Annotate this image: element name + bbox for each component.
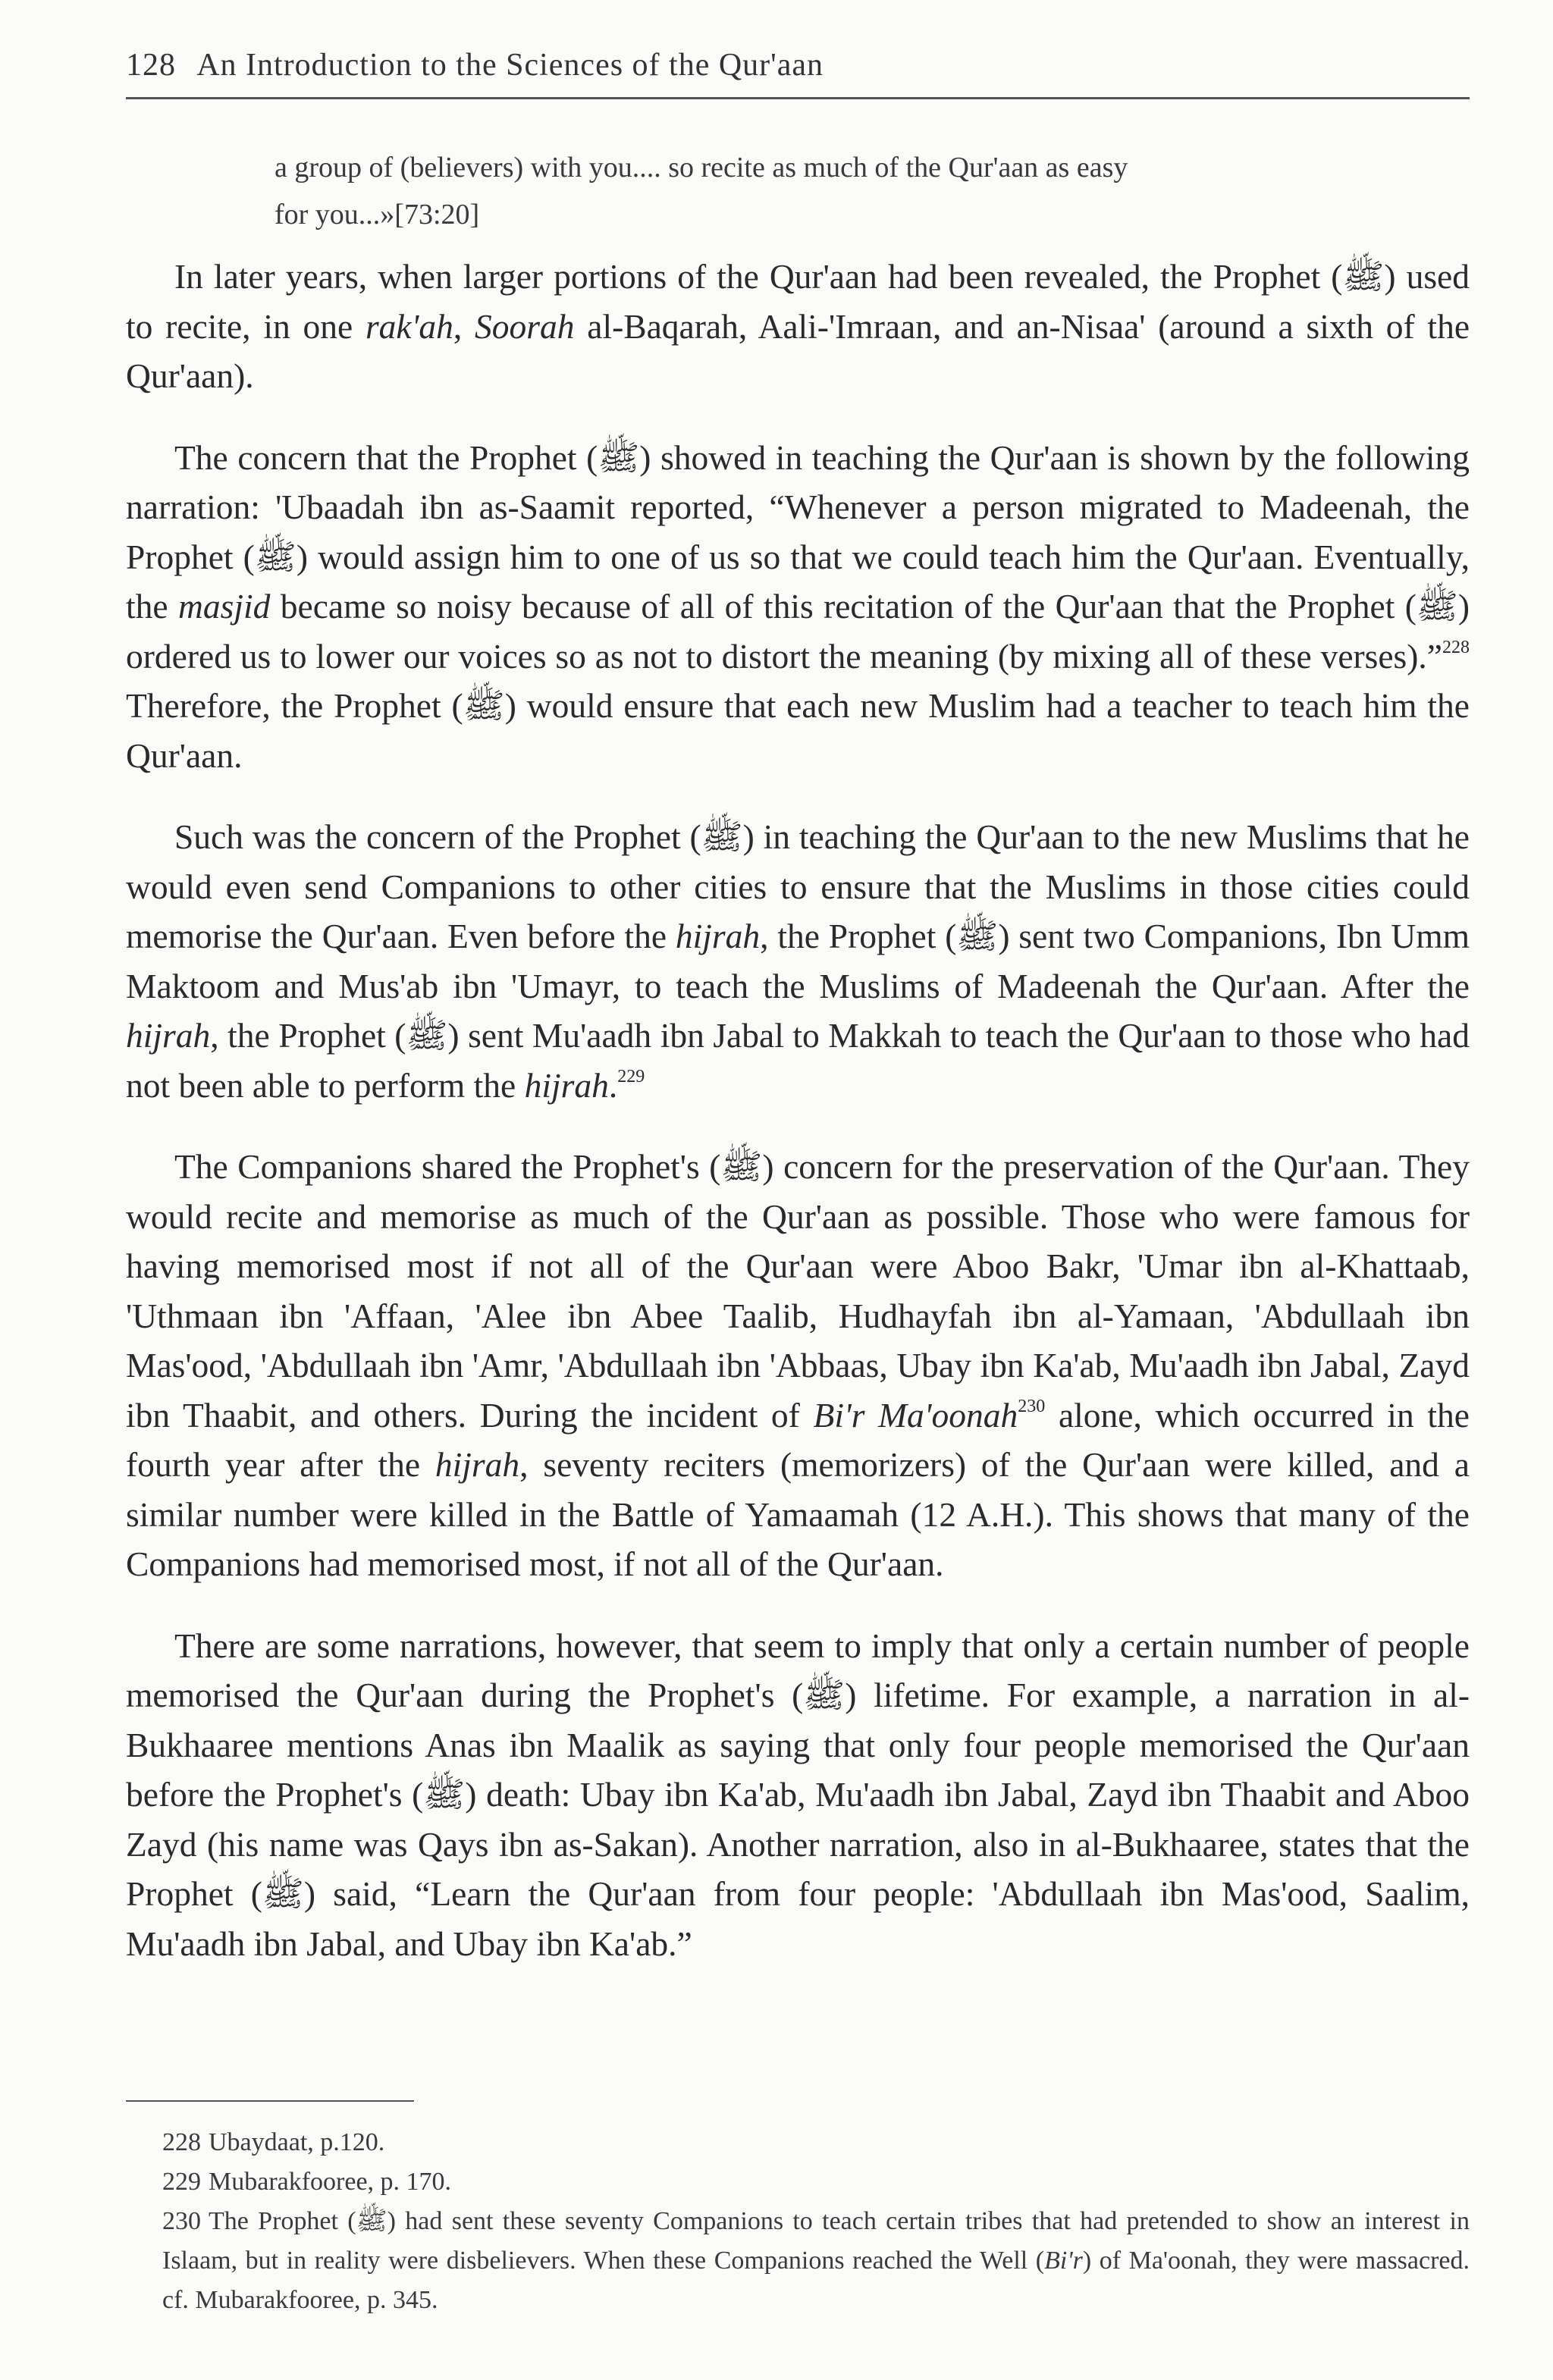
italic-term: hijrah [126, 1016, 211, 1055]
paragraph-2 [126, 433, 1470, 781]
footnotes [126, 2123, 1470, 2320]
italic-term: Soorah [475, 306, 575, 346]
footnote-text: The Prophet (ﷺ) had sent these seventy Companions to teach certain tribes that had pretended to show an interest in Islaam, but in reality were disbelievers. When these Companions reached the Well ( [162, 2207, 1470, 2275]
paragraph-1 [126, 252, 1470, 401]
header-rule [126, 97, 1470, 99]
italic-term: hijrah [435, 1445, 520, 1484]
footnote-number: 230 [162, 2207, 201, 2235]
text-run: alone, which occurred in the fourth year after the [126, 1395, 1470, 1484]
footnote-rule [126, 2100, 414, 2102]
paragraph-3 [126, 812, 1470, 1110]
footnote-229 [126, 2162, 1470, 2202]
italic-term: Bi'r [1044, 2247, 1083, 2275]
footnote-230 [126, 2202, 1470, 2320]
italic-term: Bi'r Ma'oonah [813, 1395, 1018, 1435]
italic-term: hijrah [675, 917, 761, 955]
footnote-text: ) of Ma'oonah, they were massacred. cf. Mubarakfooree, p. 345. [162, 2247, 1470, 2314]
text-run: , the Prophet (ﷺ) sent two Companions, Ibn Umm Maktoom and Mus'ab ibn 'Umayr, to teach the Muslims of Madeenah the Qur'aan. After the [126, 917, 1470, 1005]
running-head [126, 47, 1470, 83]
footnote-ref-228[interactable]: 228 [1442, 637, 1470, 657]
text-run: There are some narrations, however, that seem to imply that only a certain number of people memorised the Qur'aan during the Prophet's (ﷺ) lifetime. For example, a narration in al-Bukhaaree mentions Anas ibn Maalik as saying that only four people memorised the Qur'aan before the Prophet's (ﷺ) death: Ubay ibn Ka'ab, Mu'aadh ibn Jabal, Zayd ibn Thaabit and Aboo Zayd (his name was Qays ibn as-Sakan). Another narration, also in al-Bukhaaree, states that the Prophet (ﷺ) said, “Learn the Qur'aan from four people: 'Abdullaah ibn Mas'ood, Saalim, Mu'aadh ibn Jabal, and Ubay ibn Ka'ab.” [126, 1626, 1470, 1963]
quoted-verse [275, 144, 1442, 238]
book-title: An Introduction to the Sciences of the Qur'aan [196, 48, 824, 83]
footnote-228 [126, 2123, 1470, 2162]
footnote-ref-230[interactable]: 230 [1018, 1396, 1046, 1416]
quote-line-2: for you...»[73:20] [275, 199, 480, 230]
footnote-text: Ubaydaat, p.120. [209, 2128, 385, 2156]
footnote-text: Mubarakfooree, p. 170. [209, 2168, 452, 2196]
paragraph-4 [126, 1142, 1470, 1589]
text-run: . [608, 1065, 618, 1105]
body-text [126, 252, 1470, 2000]
italic-term: hijrah [524, 1065, 609, 1105]
footnote-number: 229 [162, 2168, 201, 2196]
text-run: The Companions shared the Prophet's (ﷺ) concern for the preservation of the Qur'aan. They would recite and memorise as much of the Qur'aan as possible. Those who were famous for having memorised most if not all of the Qur'aan were Aboo Bakr, 'Umar ibn al-Khattaab, 'Uthmaan ibn 'Affaan, 'Alee ibn Abee Taalib, Hudhayfah ibn al-Yamaan, 'Abdullaah ibn Mas'ood, 'Abdullaah ibn 'Amr, 'Abdullaah ibn 'Abbaas, Ubay ibn Ka'ab, Mu'aadh ibn Jabal, Zayd ibn Thaabit, and others. During the incident of [126, 1147, 1470, 1435]
quote-line-1: a group of (believers) with you.... so recite as much of the Qur'aan as easy [275, 152, 1128, 183]
italic-term: masjid [178, 587, 271, 626]
paragraph-5 [126, 1621, 1470, 1969]
text-run: In later years, when larger portions of the Qur'aan had been revealed, the Prophet (ﷺ) used to recite, in one [126, 257, 1470, 346]
text-run: The concern that the Prophet (ﷺ) showed in teaching the Qur'aan is shown by the following narration: 'Ubaadah ibn as-Saamit reported, “Whenever a person migrated to Madeenah, the Prophet (ﷺ) would assign him to one of us so that we could teach him the Qur'aan. Eventually, the [126, 437, 1470, 626]
page-number: 128 [126, 48, 176, 83]
text-run: became so noisy because of all of this recitation of the Qur'aan that the Prophet (ﷺ) ordered us to lower our voices so as not to distort the meaning (by mixing all of these verses).” [126, 587, 1470, 676]
text-run: , the Prophet (ﷺ) sent Mu'aadh ibn Jabal to Makkah to teach the Qur'aan to those who had not been able to perform the [126, 1016, 1470, 1105]
italic-term: rak'ah [365, 306, 453, 346]
footnote-number: 228 [162, 2128, 201, 2156]
text-run: al-Baqarah, Aali-'Imraan, and an-Nisaa' (around a sixth of the Qur'aan). [126, 306, 1470, 395]
text-run: Such was the concern of the Prophet (ﷺ) in teaching the Qur'aan to the new Muslims that he would even send Companions to other cities to ensure that the Muslims in those cities could memorise the Qur'aan. Even before the [126, 817, 1470, 955]
text-run: Therefore, the Prophet (ﷺ) would ensure that each new Muslim had a teacher to teach him the Qur'aan. [126, 686, 1470, 775]
page [126, 0, 1470, 2380]
text-run: , seventy reciters (memorizers) of the Qur'aan were killed, and a similar number were killed in the Battle of Yamaamah (12 A.H.). This shows that many of the Companions had memorised most, if not all of the Qur'aan. [126, 1445, 1470, 1583]
text-run: , [453, 306, 475, 346]
footnote-ref-229[interactable]: 229 [617, 1066, 645, 1087]
